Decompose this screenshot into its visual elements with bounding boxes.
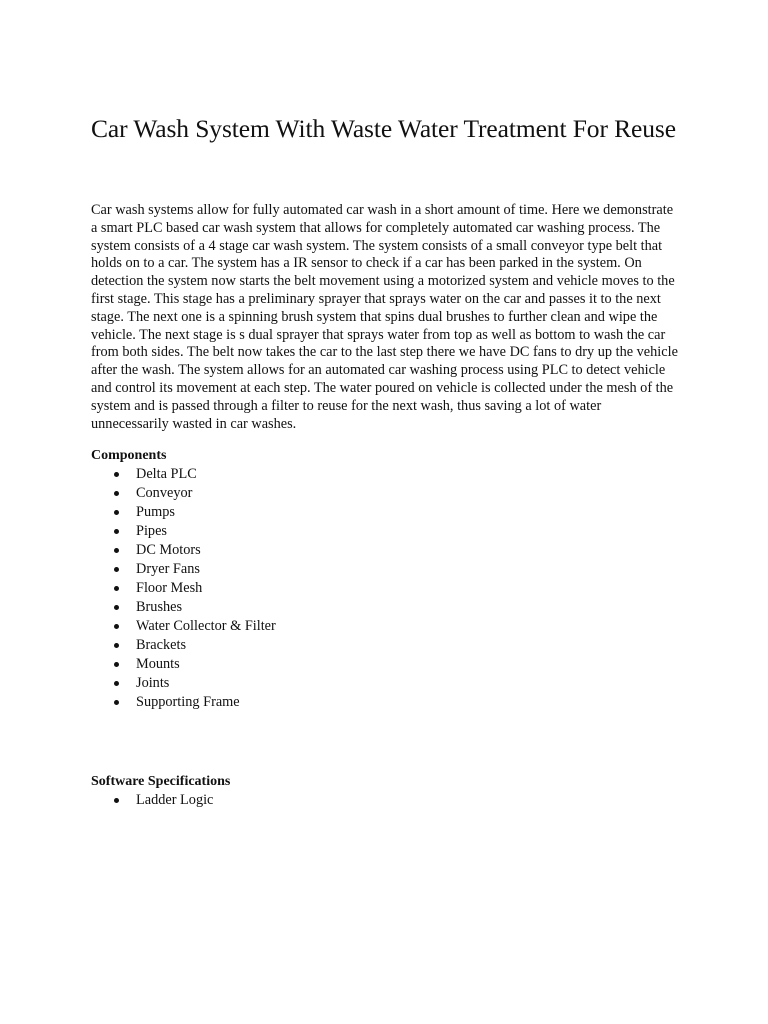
bullet-icon (114, 510, 119, 515)
list-item (91, 541, 678, 560)
bullet-icon (114, 529, 119, 534)
software-specifications-heading: Software Specifications (91, 774, 231, 790)
list-item (91, 598, 678, 617)
software-label: Ladder Logic (136, 792, 214, 809)
component-label: Pipes (136, 523, 167, 540)
components-heading: Components (91, 448, 167, 464)
component-label: Brushes (136, 599, 183, 616)
list-item (91, 636, 678, 655)
bullet-icon (114, 681, 119, 686)
list-item (91, 791, 678, 810)
component-label: Joints (136, 675, 170, 692)
intro-paragraph: Car wash systems allow for fully automated car wash in a short amount of time. Here we demonstrate a smart PLC based car wash system that allows for completely automated car washing process. The system consists of a 4 stage car wash system. The system consists of a small conveyor type belt that holds on to a car. The system has a IR sensor to check if a car has been parked in the system. On detection the system now starts the belt movement using a motorized system and vehicle moves to the first stage. This stage has a preliminary sprayer that sprays water on the car and passes it to the next stage. The next one is a spinning brush system that spins dual brushes to further clean and wipe the vehicle. The next stage is s dual sprayer that sprays water from top as well as bottom to wash the car from both sides. The belt now takes the car to the last step there we have DC fans to dry up the vehicle after the wash. The system allows for an automated car washing process using PLC to detect vehicle and control its movement at each step. The water poured on vehicle is collected under the mesh of the system and is passed through a filter to reuse for the next wash, thus saving a lot of water unnecessarily wasted in car washes. (91, 202, 678, 432)
list-item (91, 484, 678, 503)
component-label: Delta PLC (136, 466, 197, 483)
bullet-icon (114, 491, 119, 496)
software-list (91, 791, 678, 810)
list-item (91, 693, 678, 712)
bullet-icon (114, 472, 119, 477)
list-item (91, 503, 678, 522)
bullet-icon (114, 605, 119, 610)
list-item (91, 465, 678, 484)
bullet-icon (114, 643, 119, 648)
list-item (91, 560, 678, 579)
component-label: Pumps (136, 504, 175, 521)
bullet-icon (114, 662, 119, 667)
bullet-icon (114, 624, 119, 629)
bullet-icon (114, 586, 119, 591)
component-label: Conveyor (136, 485, 193, 502)
list-item (91, 579, 678, 598)
component-label: Dryer Fans (136, 561, 200, 578)
list-item (91, 655, 678, 674)
component-label: Supporting Frame (136, 694, 240, 711)
bullet-icon (114, 548, 119, 553)
component-label: DC Motors (136, 542, 201, 559)
component-label: Floor Mesh (136, 580, 203, 597)
component-label: Water Collector & Filter (136, 618, 276, 635)
bullet-icon (114, 700, 119, 705)
list-item (91, 522, 678, 541)
component-label: Mounts (136, 656, 180, 673)
bullet-icon (114, 567, 119, 572)
list-item (91, 617, 678, 636)
component-label: Brackets (136, 637, 187, 654)
list-item (91, 674, 678, 693)
document-title: Car Wash System With Waste Water Treatment For Reuse (91, 114, 676, 143)
components-list (91, 465, 678, 712)
bullet-icon (114, 798, 119, 803)
